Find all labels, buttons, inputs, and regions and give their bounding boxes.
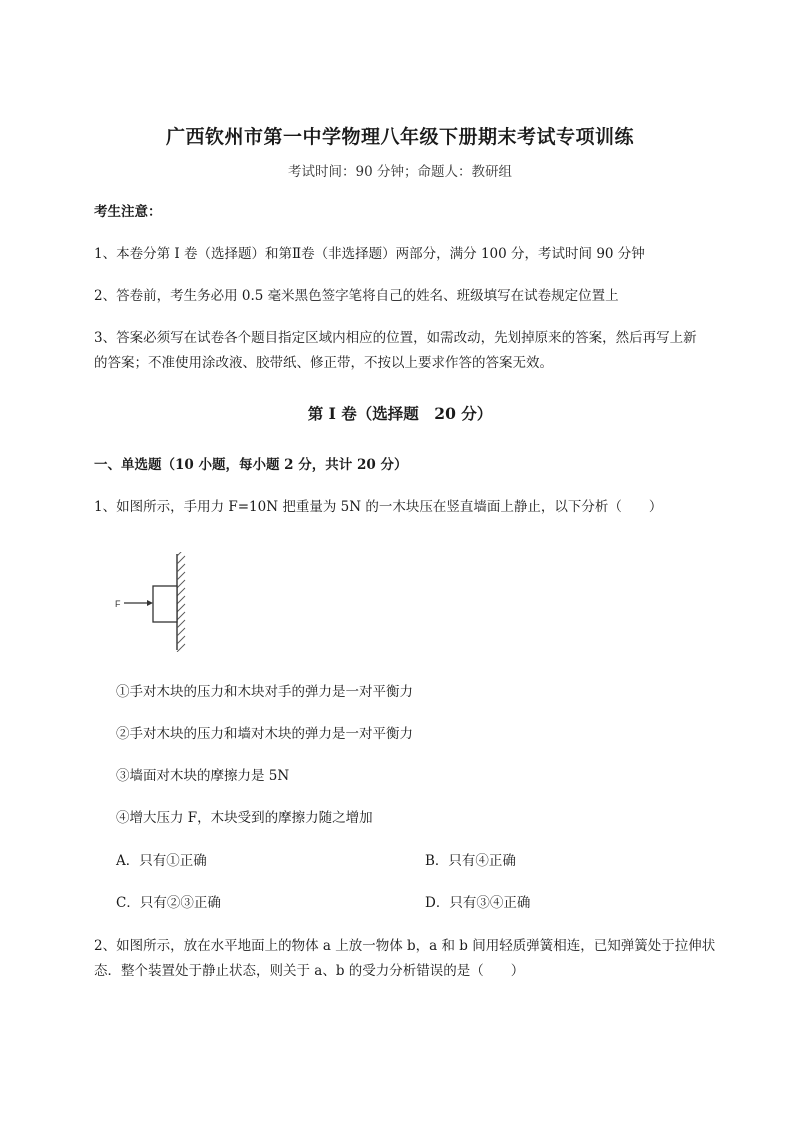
notice-item-3: 3、答案必须写在试卷各个题目指定区域内相应的位置，如需改动，先划掉原来的答案，然后再写上新 — [94, 330, 697, 346]
notice-heading: 考生注意： — [94, 204, 162, 220]
question-2-stem-line-1: 2、如图所示，放在水平地面上的物体 a 上放一物体 b，a 和 b 间用轻质弹簧相连，已知弹簧处于拉伸状 — [94, 938, 716, 954]
exam-info: 考试时间：90 分钟；命题人：教研组 — [288, 164, 512, 180]
q1-figure — [112, 552, 202, 652]
q1-statement-3: ③墙面对木块的摩擦力是 5N — [116, 768, 290, 784]
q1-statement-2: ②手对木块的压力和墙对木块的弹力是一对平衡力 — [116, 726, 413, 742]
notice-item-3-continued: 的答案；不准使用涂改液、胶带纸、修正带，不按以上要求作答的答案无效。 — [94, 355, 553, 371]
notice-item-1: 1、本卷分第 I 卷（选择题）和第Ⅱ卷（非选择题）两部分，满分 100 分，考试时间 90 分钟 — [94, 246, 645, 262]
notice-item-2: 2、答卷前，考生务必用 0.5 毫米黑色签字笔将自己的姓名、班级填写在试卷规定位置上 — [94, 288, 619, 304]
q1-statement-4: ④增大压力 F，木块受到的摩擦力随之增加 — [116, 810, 373, 826]
question-2-stem-line-2: 态．整个装置处于静止状态，则关于 a、b 的受力分析错误的是（ ） — [94, 963, 525, 979]
part-heading: 一、单选题（10 小题，每小题 2 分，共计 20 分） — [94, 457, 408, 473]
question-1-stem: 1、如图所示，手用力 F=10N 把重量为 5N 的一木块压在竖直墙面上静止，以下分析（ ） — [94, 499, 663, 515]
force-label: F — [115, 599, 121, 609]
wooden-block — [153, 586, 177, 622]
q1-option-c[interactable]: C．只有②③正确 — [116, 895, 221, 911]
q1-option-d[interactable]: D．只有③④正确 — [425, 895, 531, 911]
page-title: 广西钦州市第一中学物理八年级下册期末考试专项训练 — [165, 126, 634, 148]
q1-option-a[interactable]: A．只有①正确 — [116, 853, 207, 869]
section-title: 第 I 卷（选择题 20 分） — [307, 404, 493, 423]
wall-hatching — [177, 552, 185, 652]
force-arrow-head — [147, 600, 153, 606]
q1-option-b[interactable]: B．只有④正确 — [425, 853, 516, 869]
q1-statement-1: ①手对木块的压力和木块对手的弹力是一对平衡力 — [116, 684, 413, 700]
